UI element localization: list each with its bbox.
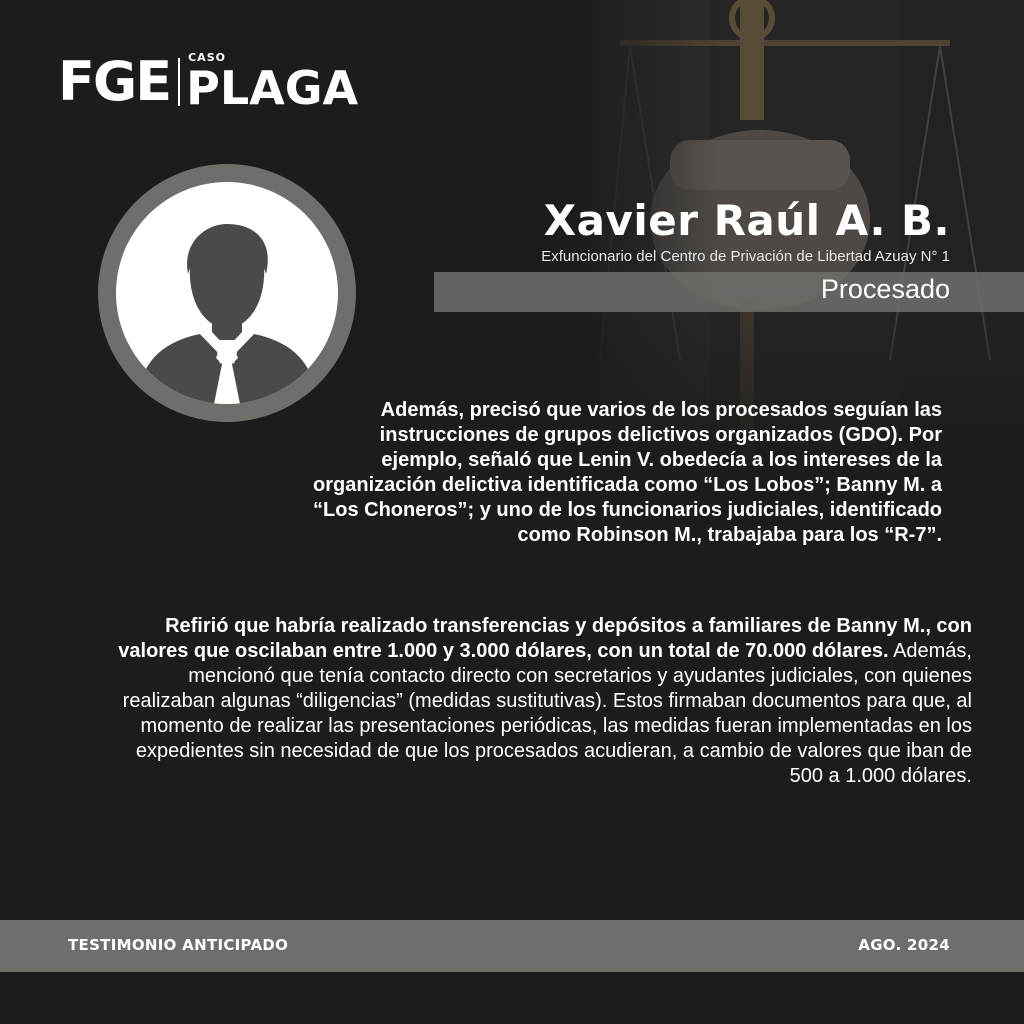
logo-divider — [178, 58, 180, 106]
footer-date: AGO. 2024 — [858, 936, 950, 954]
person-subtitle: Exfuncionario del Centro de Privación de Libertad Azuay N° 1 — [541, 248, 950, 265]
logo-fge-text: FGE — [58, 50, 171, 113]
avatar — [116, 182, 338, 404]
footer-label: TESTIMONIO ANTICIPADO — [68, 936, 289, 954]
paragraph-2-regular: Además, mencionó que tenía contacto directo con secretarios y ayudantes judiciales, con quienes realizaban algunas “diligencias” (medidas sustitutivas). Estos firmaban documentos para que, al momento de realizar las presentaciones periódicas, las medidas fueran implementadas en los expedientes sin necesidad de que los procesados acudieran, a cambio de valores que iban de 500 a 1.000 dólares. — [122, 640, 972, 787]
fge-caso-plaga-logo — [58, 50, 358, 114]
person-silhouette-icon — [116, 182, 338, 404]
logo-right-group — [186, 51, 359, 115]
paragraph-2-bold: Refirió que habría realizado transferencias y depósitos a familiares de Banny M., con valores que oscilaban entre 1.000 y 3.000 dólares, con un total de 70.000 dólares. — [118, 615, 972, 662]
logo-plaga-text: PLAGA — [186, 61, 359, 115]
paragraph-2 — [112, 614, 972, 789]
avatar-ring — [98, 164, 356, 422]
person-name: Xavier Raúl A. B. — [543, 196, 950, 245]
paragraph-1: Además, precisó que varios de los procesados seguían las instrucciones de grupos delictivos organizados (GDO). Por ejemplo, señaló que Lenin V. obedecía a los intereses de la organización delictiva identificada como “Los Lobos”; Banny M. a “Los Choneros”; y uno de los funcionarios judiciales, identificado como Robinson M., trabajaba para los “R-7”. — [313, 399, 942, 546]
person-role: Procesado — [820, 274, 950, 304]
logo-caso-text: CASO — [188, 51, 226, 64]
